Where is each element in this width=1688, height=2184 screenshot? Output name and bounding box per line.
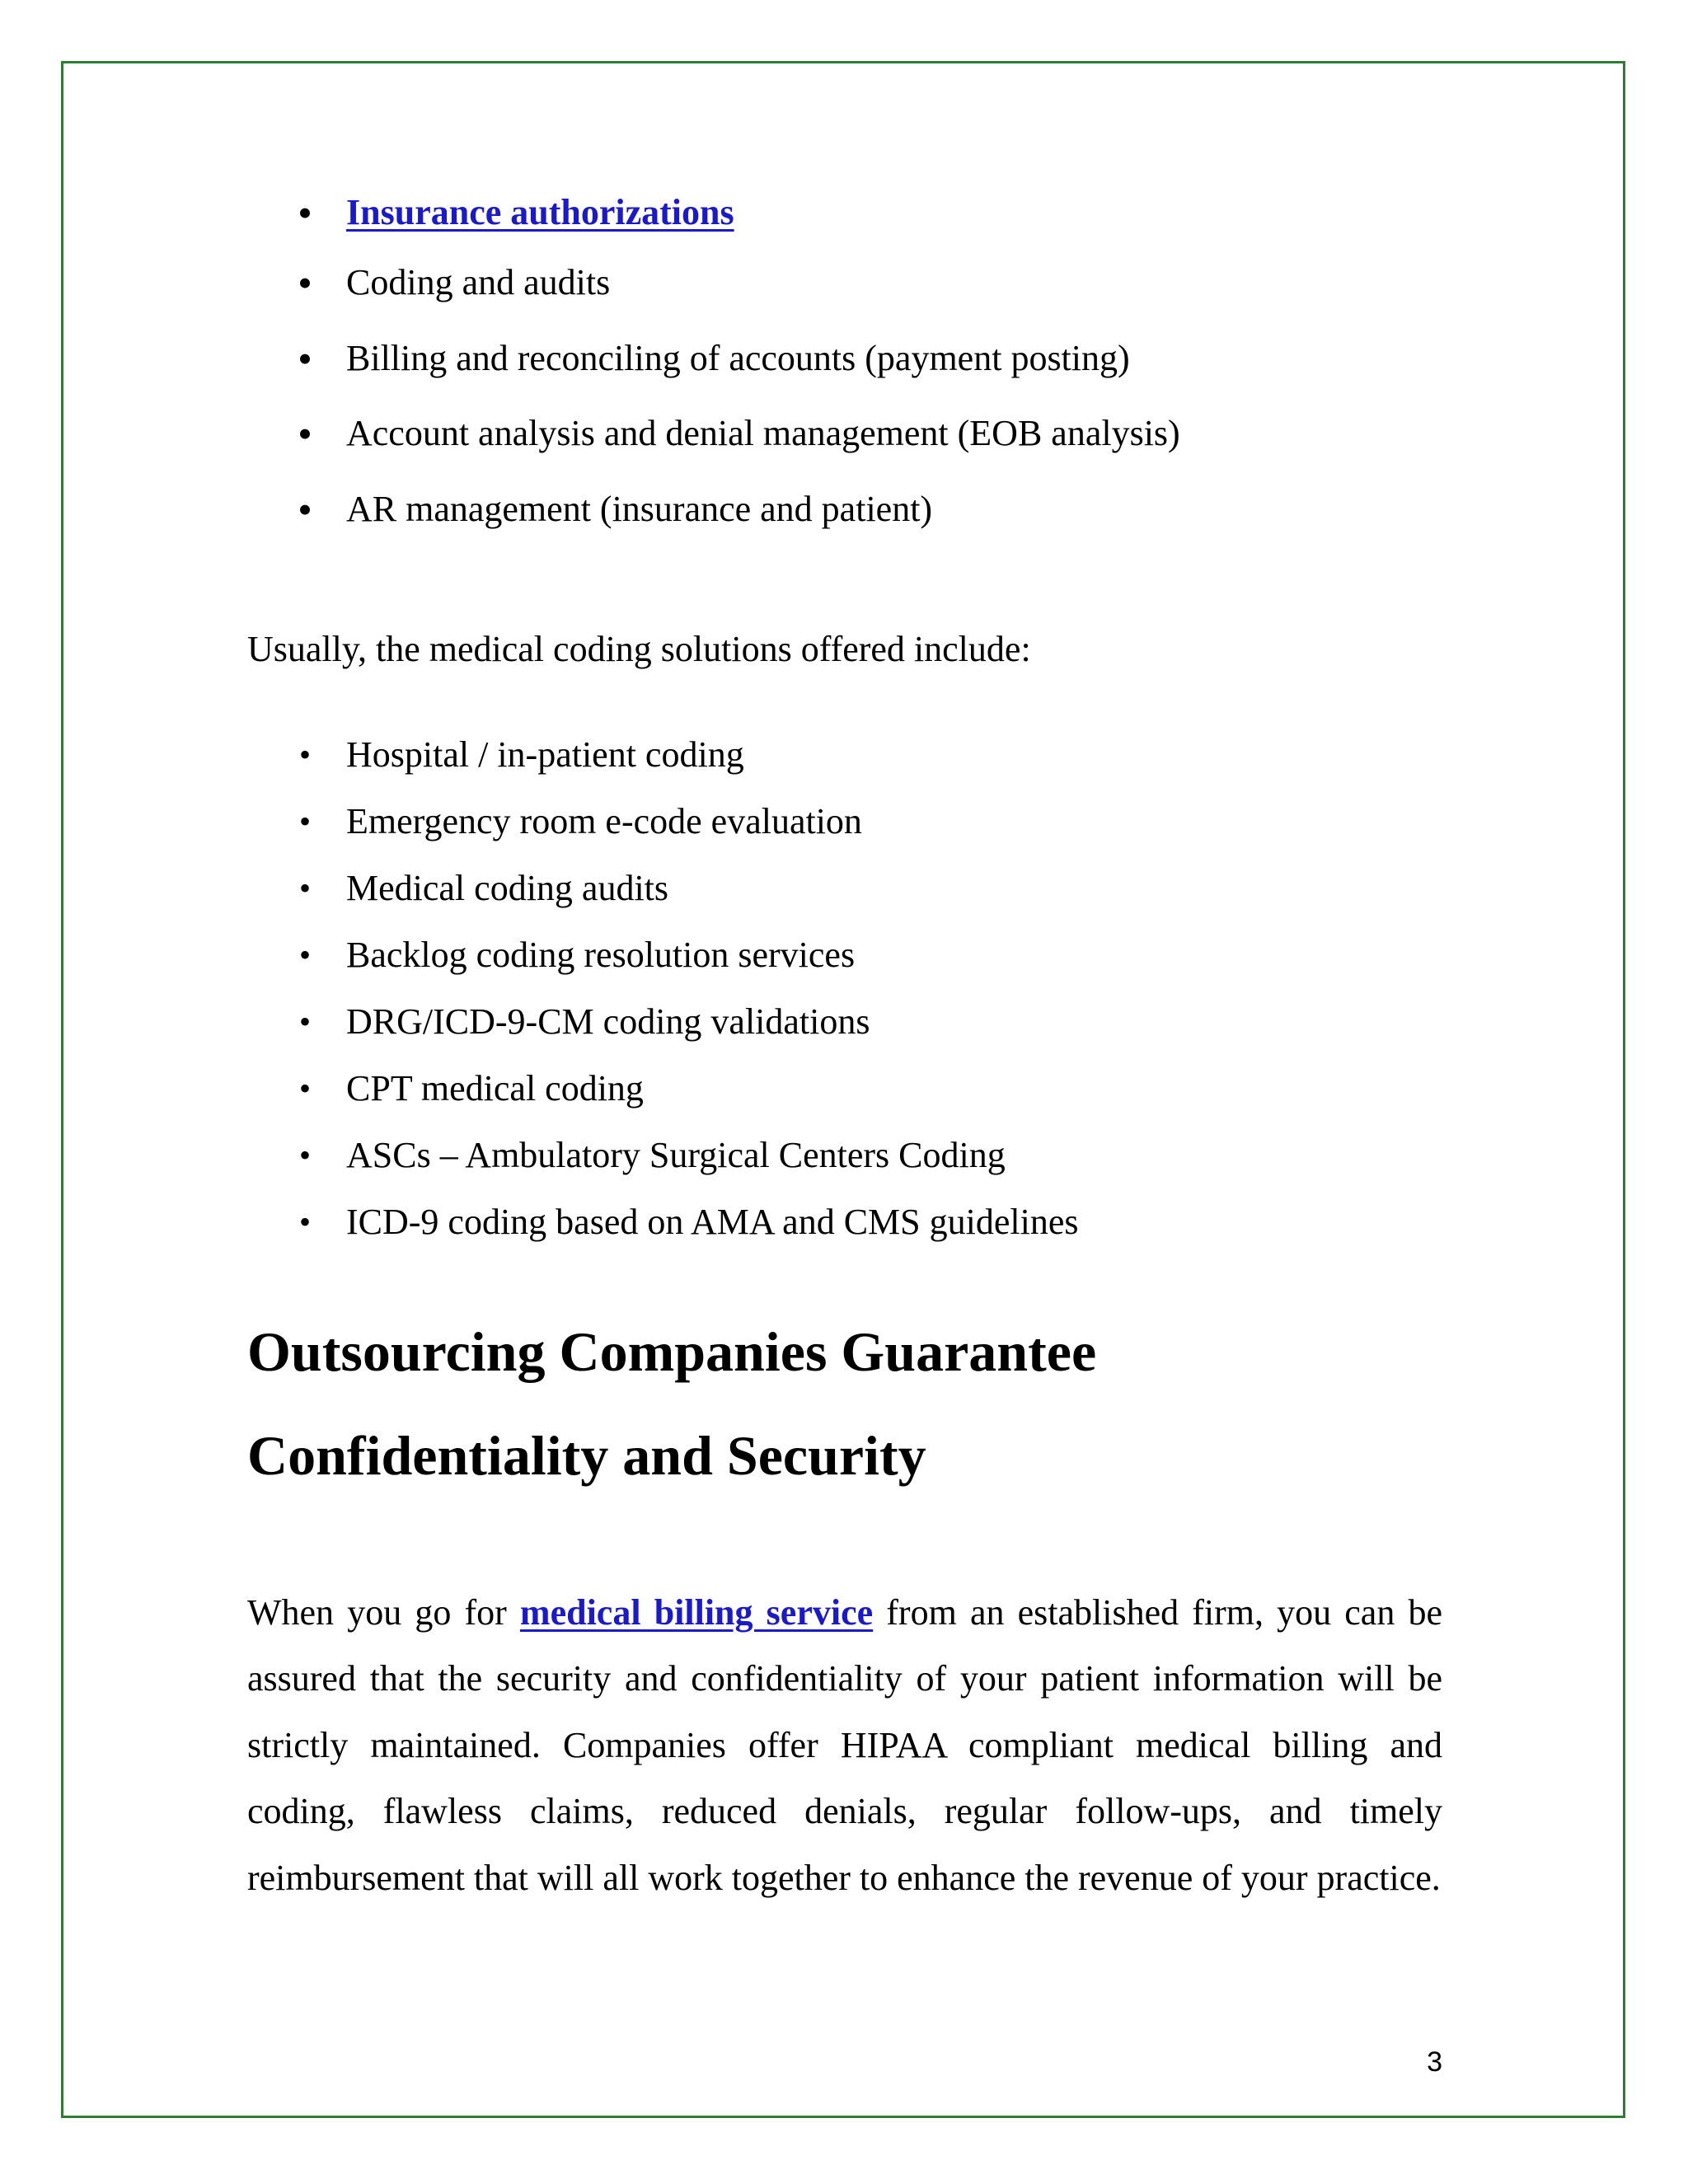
list-item-text: ICD-9 coding based on AMA and CMS guidelines — [346, 1201, 1079, 1242]
bullet-icon: • — [298, 1136, 311, 1174]
list-item — [247, 337, 1442, 380]
list-item — [247, 867, 1442, 910]
insurance-authorizations-link[interactable]: Insurance authorizations — [346, 192, 734, 232]
bullet-icon: • — [298, 802, 311, 840]
bullet-icon: • — [298, 485, 312, 532]
document-content — [247, 191, 1442, 1911]
bullet-icon: • — [298, 735, 311, 773]
list-item — [247, 1001, 1442, 1043]
intro-paragraph: Usually, the medical coding solutions offered include: — [247, 628, 1031, 669]
list-item-text: Backlog coding resolution services — [346, 934, 856, 975]
list-item — [247, 1134, 1442, 1177]
section-heading — [247, 1300, 1442, 1507]
medical-billing-service-link[interactable]: medical billing service — [519, 1591, 874, 1633]
bullet-icon: • — [298, 410, 312, 457]
page-number: 3 — [1427, 2046, 1442, 2078]
heading-line-1: Outsourcing Companies Guarantee — [247, 1319, 1097, 1383]
list-item — [247, 412, 1442, 455]
bullet-icon: • — [298, 869, 311, 907]
bullet-icon: • — [298, 1002, 311, 1040]
list-item-text: Coding and audits — [346, 262, 611, 302]
list-item-text: Billing and reconciling of accounts (payment posting) — [346, 337, 1130, 378]
bullet-icon: • — [298, 1069, 311, 1107]
list-item — [247, 485, 1442, 532]
body-paragraph — [247, 1580, 1442, 1912]
heading-line-2: Confidentiality and Security — [247, 1423, 926, 1487]
list-item — [247, 1067, 1442, 1110]
list-item — [247, 733, 1442, 776]
list-item-text: DRG/ICD-9-CM coding validations — [346, 1001, 870, 1042]
list-item-text: CPT medical coding — [346, 1067, 644, 1108]
coding-solutions-list — [247, 733, 1442, 1244]
list-item-text: Hospital / in-patient coding — [346, 733, 744, 775]
list-item-text: Account analysis and denial management (EOB analysis) — [346, 413, 1180, 453]
bullet-icon: • — [298, 335, 312, 382]
services-list — [247, 191, 1442, 531]
bullet-icon: • — [298, 935, 311, 973]
list-item — [247, 934, 1442, 977]
bullet-icon: • — [298, 260, 312, 306]
list-item — [247, 261, 1442, 304]
list-item-text: Medical coding audits — [346, 867, 669, 908]
bullet-icon: • — [298, 190, 312, 236]
list-item — [247, 191, 1442, 234]
bullet-icon: • — [298, 1202, 311, 1240]
list-item — [247, 800, 1442, 843]
list-item-text: AR management (insurance and patient) — [346, 488, 933, 529]
list-item-text: Emergency room e-code evaluation — [346, 800, 862, 841]
list-item-text: ASCs – Ambulatory Surgical Centers Coding — [346, 1134, 1006, 1175]
list-item — [247, 1201, 1442, 1244]
body-text-after-link: from an established firm, you can be assured that the security and confidentiality of your patient information will be strictly maintained. Companies offer HIPAA compliant medical billing and coding, flawless claims, reduced denials, regular follow-ups, and timely reimbursement that will all work together to enhance the revenue of your practice. — [247, 1591, 1442, 1898]
body-text-before-link: When you go for — [247, 1591, 520, 1633]
